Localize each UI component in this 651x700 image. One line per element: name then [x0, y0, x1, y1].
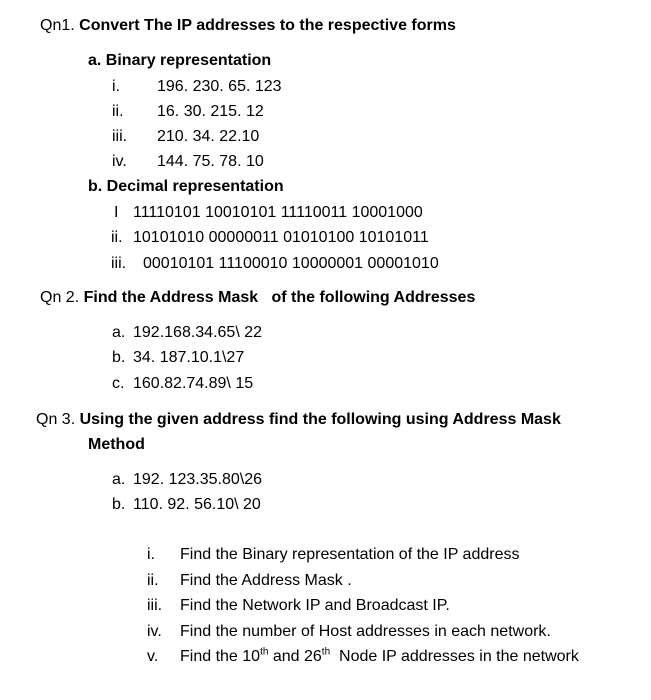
list-item: 196. 230. 65. 123 [157, 78, 282, 95]
qn1-part-b-title: Decimal representation [106, 178, 284, 195]
list-item: 192.168.34.65\ 22 [133, 324, 263, 341]
task-item: Find the Address Mask . [180, 572, 352, 589]
list-item: 34. 187.10.1\27 [133, 349, 245, 366]
list-item-number: ii. [112, 103, 124, 120]
list-item-number: iii. [112, 128, 128, 145]
qn1-label: Qn1. [40, 17, 75, 34]
list-item: 11110101 10010101 11110011 10001000 [133, 204, 423, 221]
task-number: v. [147, 648, 159, 665]
qn1-heading [40, 16, 456, 36]
list-item-number: b. [112, 496, 126, 513]
qn1-part-a-title: Binary representation [105, 52, 272, 69]
qn2-label: Qn 2. [40, 289, 80, 306]
ordinal-suffix: th [260, 646, 269, 658]
qn2-title: Find the Address Mask of the following Addresses [83, 289, 476, 306]
list-item: 10101010 00000011 01010100 10101011 [133, 229, 429, 246]
qn2-heading [40, 288, 475, 308]
ordinal-suffix: th [321, 646, 331, 658]
list-item-number: ii. [111, 229, 123, 246]
qn1-part-a-label: a. [88, 52, 102, 69]
qn1-title: Convert The IP addresses to the respective forms [79, 17, 456, 34]
qn3-label: Qn 3. [36, 411, 76, 428]
list-item: 210. 34. 22.10 [157, 128, 260, 145]
task-item: Find the Network IP and Broadcast IP. [180, 597, 450, 614]
task-v-text-post: Node IP addresses in the network [330, 648, 579, 665]
qn3-heading [36, 410, 561, 430]
list-item: 144. 75. 78. 10 [157, 153, 264, 170]
qn3-title-line2: Method [88, 436, 145, 453]
qn1-part-a-heading [88, 51, 271, 71]
list-item-number: I [114, 204, 119, 221]
task-number: ii. [147, 572, 159, 589]
qn3-title-line1: Using the given address find the following using Address Mask [79, 411, 561, 428]
list-item: 00010101 11100010 10000001 00001010 [143, 255, 439, 272]
list-item: 160.82.74.89\ 15 [133, 375, 254, 392]
qn1-part-b-heading [88, 177, 284, 197]
list-item-number: iii. [111, 255, 127, 272]
list-item: 110. 92. 56.10\ 20 [133, 496, 261, 513]
list-item-number: b. [112, 349, 126, 366]
list-item: 16. 30. 215. 12 [157, 103, 264, 120]
task-number: i. [147, 546, 155, 563]
task-v-text-mid: and 26 [268, 648, 322, 665]
task-item [180, 647, 579, 667]
task-v-text-pre: Find the 10 [180, 648, 261, 665]
list-item-number: c. [112, 375, 125, 392]
list-item: 192. 123.35.80\26 [133, 471, 263, 488]
list-item-number: a. [112, 471, 126, 488]
task-number: iv. [147, 623, 162, 640]
task-item: Find the Binary representation of the IP address [180, 546, 520, 563]
task-item: Find the number of Host addresses in each network. [180, 623, 551, 640]
list-item-number: iv. [112, 153, 127, 170]
task-number: iii. [147, 597, 163, 614]
list-item-number: i. [112, 78, 120, 95]
list-item-number: a. [112, 324, 126, 341]
qn1-part-b-label: b. [88, 178, 103, 195]
